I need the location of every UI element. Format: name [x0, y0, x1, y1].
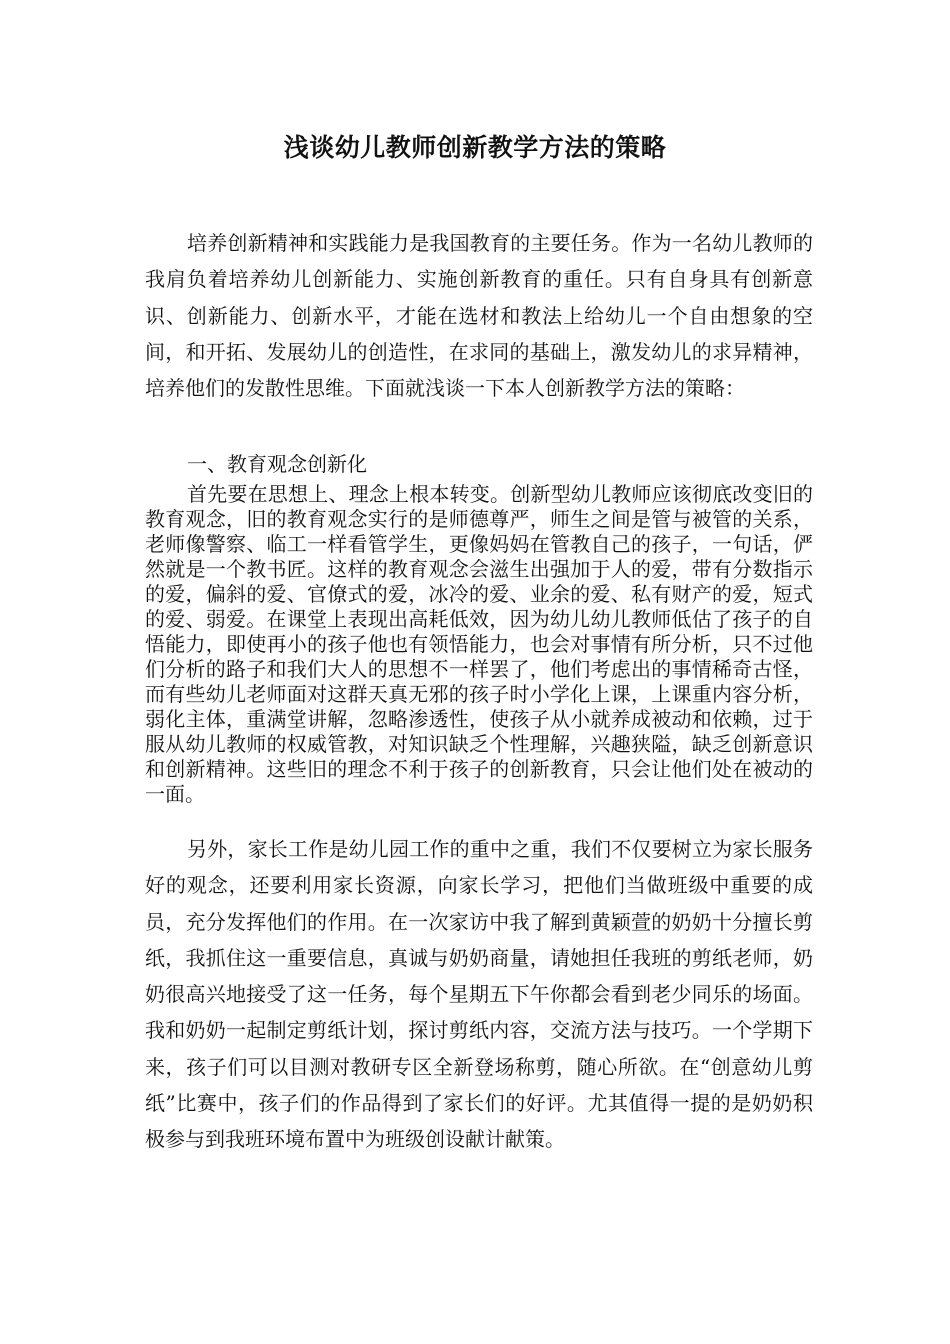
body-paragraph-parent-work: 另外，家长工作是幼儿园工作的重中之重，我们不仅要树立为家长服务好的观念，还要利用家长资源，向家长学习，把他们当做班级中重要的成员，充分发挥他们的作用。在一次家访中我了解到黄颖萱的奶奶十分擅长剪纸，我抓住这一重要信息，真诚与奶奶商量，请她担任我班的剪纸老师，奶奶很高兴地接受了这一任务，每个星期五下午你都会看到老少同乐的场面。我和奶奶一起制定剪纸计划，探讨剪纸内容，交流方法与技巧。一个学期下来，孩子们可以目测对教研专区全新登场称剪，随心所欲。在“创意幼儿剪纸”比赛中，孩子们的作品得到了家长们的好评。尤其值得一提的是奶奶积极参与到我班环境布置中为班级创设献计献策。 [145, 837, 813, 1152]
body-paragraph-education-concept: 首先要在思想上、理念上根本转变。创新型幼儿教师应该彻底改变旧的教育观念，旧的教育观念实行的是师德尊严，师生之间是管与被管的关系，老师像警察、临工一样看管学生，更像妈妈在管教自己的孩子，一句话，俨然就是一个教书匠。这样的教育观念会滋生出强加于人的爱，带有分数指示的爱，偏斜的爱、官僚式的爱，冰冷的爱、业余的爱、私有财产的爱，短式的爱、弱爱。在课堂上表现出高耗低效，因为幼儿幼儿教师低估了孩子的自悟能力，即使再小的孩子他也有领悟能力，也会对事情有所分析，只不过他们分析的路子和我们大人的思想不一样罢了，他们考虑出的事情稀奇古怪，而有些幼儿老师面对这群天真无邪的孩子时小学化上课，上课重内容分析，弱化主体，重满堂讲解，忽略渗透性，使孩子从小就养成被动和依赖，过于服从幼儿教师的权威管教，对知识缺乏个性理解，兴趣狭隘，缺乏创新意识和创新精神。这些旧的理念不利于孩子的创新教育，只会让他们处在被动的一面。 [145, 482, 813, 806]
section-heading: 一、教育观念创新化 [187, 452, 367, 476]
document-title: 浅谈幼儿教师创新教学方法的策略 [283, 133, 667, 162]
intro-paragraph: 培养创新精神和实践能力是我国教育的主要任务。作为一名幼儿教师的我肩负着培养幼儿创新能力、实施创新教育的重任。只有自身具有创新意识、创新能力、创新水平，才能在选材和教法上给幼儿一个自由想象的空间，和开拓、发展幼儿的创造性，在求同的基础上，激发幼儿的求异精神，培养他们的发散性思维。下面就浅谈一下本人创新教学方法的策略： [145, 231, 813, 401]
